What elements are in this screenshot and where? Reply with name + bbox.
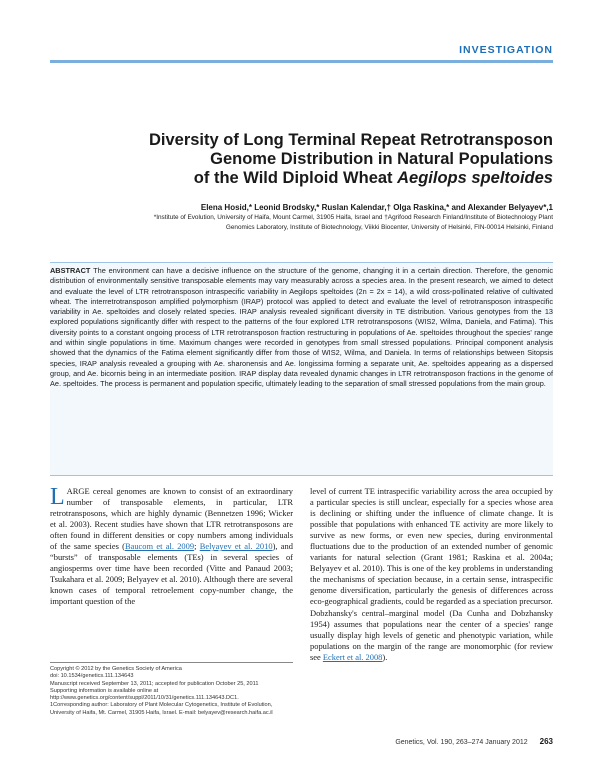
section-label: INVESTIGATION (459, 44, 553, 56)
body-text-right-c: ). (382, 651, 388, 662)
footnote-copyright: Copyright © 2012 by the Genetics Society of America (50, 666, 182, 672)
affiliation: *Institute of Evolution, University of Haifa, Mount Carmel, 31905 Haifa, Israel and †Agrifood Research Finland/Institute of Biotechnology Plant Genomics Laboratory, Institute of Biotechnology, Viikki Biocenter, University of Helsinki, FIN-00014 Helsinki, Finland (153, 214, 553, 231)
citation-link-eckert[interactable]: Eckert et al. 2008 (322, 651, 383, 662)
page-number: 263 (539, 737, 553, 746)
footnote-supporting[interactable]: Supporting information is available online at http://www.genetics.org/content/suppl/2011/10/31/genetics.111.134643.DC1. (50, 687, 239, 702)
journal-citation: Genetics, Vol. 190, 263–274 January 2012 (395, 739, 528, 746)
title-line-3 (83, 169, 553, 188)
body-text-right-a: level of current TE intraspecific variability across the area occupied by a particular species is still unclear, especially for a species whose area is declining or shifting under the influence of climate change. It is possible that populations with enhanced TE activity are more likely to survive as new forms, or even new species, during environmental fluctuations due to the production of an extended number of genomic variants for natural selection (Grant 1981; Raskina et al. 2004a; Belyayev et al. 2010). This is one of the key problems in understanding the mechanisms of speciation because, in a certain sense, intraspecific genome diversification, particularly the genesis of differences across eco-geographical gradients, could be regarded as a speciation precursor. (310, 486, 553, 607)
body-text-left-a: ARGE cereal genomes are known to consist of an extraordinary number of transposable elements, in particular, LTR retrotransposons, which are highly dynamic (Bennetzen 1996; Wicker et al. 2003). Recent studies have shown that LTR retrotransposons are often found in different densities or copy numbers among individuals of the same species ( (50, 486, 293, 552)
title-line-3-text: of the Wild Diploid Wheat (193, 169, 398, 187)
footnote-rule (50, 662, 293, 663)
page-footer (395, 737, 553, 746)
body-column-left (50, 486, 293, 608)
body-text-left-c: ), and “bursts” of transposable elements (TEs) in several species of angiosperms over time have been recorded (Vitte and Panaud 2003; Tsukahara et al. 2009; Belyayev et al. 2010). Although there are several known cases of temporal retroelement copy-number change, the important question of the (50, 541, 293, 607)
body-column-right (310, 486, 553, 663)
abstract-label: ABSTRACT (50, 266, 91, 275)
citation-link-belyayev[interactable]: Belyayev et al. 2010 (199, 541, 273, 552)
abstract (50, 266, 553, 390)
body-text-left-b: ; (194, 541, 200, 552)
body-text-right-b: Dobzhansky's central–marginal model (Da Cunha and Dobzhansky 1954) assumes that populations near the center of a species' range usually display high levels of genetic and phenotypic variation, while populations on the margin of the range are monomorphic (for review see (310, 607, 553, 662)
footnote-received: Manuscript received September 13, 2011; accepted for publication October 25, 2011 (50, 680, 259, 687)
abstract-text: The environment can have a decisive influence on the structure of the genome, changing it in a certain direction. Therefore, the genomic distribution of environmentally sensitive transposable elements may vary measurably across a species area. In the present research, we aimed to detect and evaluate the level of LTR retrotransposon intraspecific variability in Aegilops speltoides (2n = 2x = 14), a wild cross-pollinated relative of cultivated wheat. The interretrotransposon amplified polymorphism (IRAP) protocol was applied to detect and evaluate the level of retrotransposon intraspecific variability in Ae. speltoides and closely related species. IRAP analysis revealed significant diversity in TE distribution. Various genotypes from the 13 explored populations significantly differ with respect to the patterns of the four explored LTR retrotransposons (WIS2, Wilma, Daniela, and Fatima). This diversity points to a constant ongoing process of LTR retrotransposon fraction restructuring in populations of Ae. speltoides throughout the species' range and within single populations in time. Maximum changes were recorded in genotypes from small stressed populations. Principal component analysis showed that the dynamics of the Fatima element significantly differ from those of WIS2, Wilma, and Daniela. In terms of relationships between Sitopsis species, IRAP analysis revealed a grouping with Ae. sharonensis and Ae. longissima forming a separate unit, Ae. speltoides appearing as a dispersed group, and Ae. bicornis being in an intermediate position. IRAP display data revealed dynamic changes in LTR retrotransposon fractions in the genome of Ae. speltoides. The process is permanent and population specific, ultimately leading to the separation of small stressed populations from the main group. (50, 266, 553, 389)
author-list: Elena Hosid,* Leonid Brodsky,* Ruslan Kalendar,† Olga Raskina,* and Alexander Belyayev*,1 (200, 203, 553, 212)
footnotes (50, 666, 293, 717)
citation-link-baucom[interactable]: Baucom et al. 2009 (124, 541, 195, 552)
article-title (83, 131, 553, 188)
title-line-2: Genome Distribution in Natural Populations (210, 150, 553, 168)
footnote-doi: doi: 10.1534/genetics.111.134643 (50, 673, 134, 680)
footnote-corresponding: 1Corresponding author: Laboratory of Plant Molecular Cytogenetics, Institute of Evolution, University of Haifa, Mt. Carmel, 31905 Haifa, Israel. E-mail: belyayev@research.haifa.ac.il (50, 702, 273, 716)
drop-cap: L (50, 484, 65, 510)
title-line-1: Diversity of Long Terminal Repeat Retrotransposon (148, 131, 553, 149)
header-rule (50, 60, 553, 63)
title-species: Aegilops speltoides (397, 169, 553, 187)
